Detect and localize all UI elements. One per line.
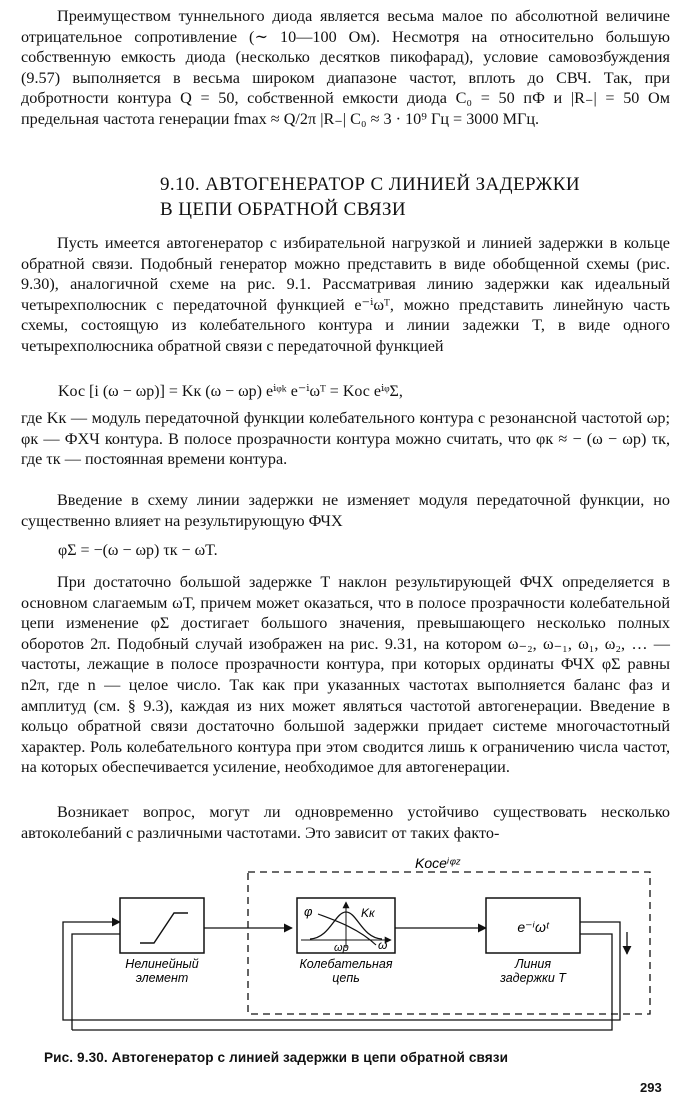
delay-line-transfer-formula: e⁻ⁱωᵗ <box>517 919 549 935</box>
section-heading-line2: В ЦЕПИ ОБРАТНОЙ СВЯЗИ <box>160 199 406 220</box>
delay-line-label-line1: Линия <box>514 957 552 971</box>
paragraph-1: Пусть имеется автогенератор с избирательной нагрузкой и линией задержки в кольце обратной связи. Подобный генератор можно представить в виде обобщенной схемы (рис. 9.30), аналогичной схеме на рис. 9.1. Рассматривая линию задержки как идеальный четырехполюсник с передаточной функцией e⁻ⁱωᵀ, можно представить линейную часть схемы, состоящую из колебательного контура и линии задежки T, в виде одного четырехполюсника обратной связи с передаточной функцией <box>21 234 670 355</box>
oscillatory-circuit-label-line1: Колебательная <box>299 957 393 971</box>
paragraph-4: При достаточно большой задержке T наклон результирующей ФЧХ определяется в основном слагаемым ωT, причем может оказаться, что в полосе прозрачности колебательной цепи изменение φΣ достигает большого значения, превышающего несколько полных оборотов 2π. Подобный случай изображен на рис. 9.31, на котором ω₋₂, ω₋₁, ω₁, ω₂, … — частоты, лежащие в полосе прозрачности контура, при которых ординаты ФЧХ φΣ равны n2π, где n — целое число. Так как при указанных частотах выполняется баланс фаз и амплитуд (см. § 9.3), каждая из них может являться частотой автогенерации. Введение в кольцо обратной связи достаточно большой задержки придает системе многочастотный характер. Роль колебательного контура при этом сводится лишь к ограничению числа частот, на которых обеспечивается усиление, необходимое для автогенерации. <box>21 573 670 777</box>
formula-transfer-function: Kос [i (ω − ωр)] = Kк (ω − ωр) eⁱᵠᵏ e⁻ⁱωᵀ = Kос eⁱᵠΣ, <box>58 383 403 400</box>
figure-caption: Рис. 9.30. Автогенератор с линией задержки в цепи обратной связи <box>44 1050 509 1065</box>
paragraph-5: Возникает вопрос, могут ли одновременно устойчиво существовать несколько автоколебаний с различными частотами. Это зависит от таких факто- <box>21 803 670 842</box>
section-heading-line1: 9.10. АВТОГЕНЕРАТОР С ЛИНИЕЙ ЗАДЕРЖКИ <box>160 174 580 195</box>
delay-line-block <box>486 898 580 985</box>
page-number: 293 <box>640 1080 662 1095</box>
plot-k-label: Kк <box>361 906 375 920</box>
plot-omega-label: ω <box>378 938 388 952</box>
formula-phase-response: φΣ = −(ω − ωр) τк − ωT. <box>58 542 218 559</box>
paragraph-3: Введение в схему линии задержки не изменяет модуля передаточной функции, но существенно влияет на результирующую ФЧХ <box>21 491 670 530</box>
delay-line-label-line2: задержки T <box>500 971 566 985</box>
nonlinear-element-label-line1: Нелинейный <box>125 957 199 971</box>
paragraph-2: где Kк — модуль передаточной функции колебательного контура с резонансной частотой ωр; φк — ФХЧ контура. В полосе прозрачности контура можно считать, что φк ≈ − (ω − ωр) τк, где τк — постоянная времени контура. <box>21 409 670 469</box>
nonlinear-element-block <box>120 898 204 985</box>
nonlinear-element-label-line2: элемент <box>135 971 189 985</box>
plot-phi-label: φ <box>304 904 313 919</box>
section-heading <box>160 172 660 222</box>
feedback-transfer-label: Kосeⁱᵠᶻ <box>415 855 461 871</box>
intro-paragraph: Преимуществом туннельного диода является весьма малое по абсолютной величине отрицательное сопротивление (∼ 10—100 Ом). Несмотря на относительно большую собственную емкость диода (несколько десятков пикофарад), условие самовозбуждения (9.57) выполняется в весьма широком диапазоне частот, вплоть до СВЧ. Так, при добротности контура Q = 50, собственной емкости диода C₀ = 50 пФ и |R₋| = 50 Ом предельная частота генерации fmax ≈ Q/2π |R₋| C₀ ≈ 3 · 10⁹ Гц = 3000 МГц. <box>21 7 670 128</box>
oscillatory-circuit-block <box>297 898 395 985</box>
figure-9-30-diagram <box>0 850 691 1045</box>
plot-omega-p-label: ωр <box>334 942 349 954</box>
oscillatory-circuit-label-line2: цепь <box>332 971 360 985</box>
